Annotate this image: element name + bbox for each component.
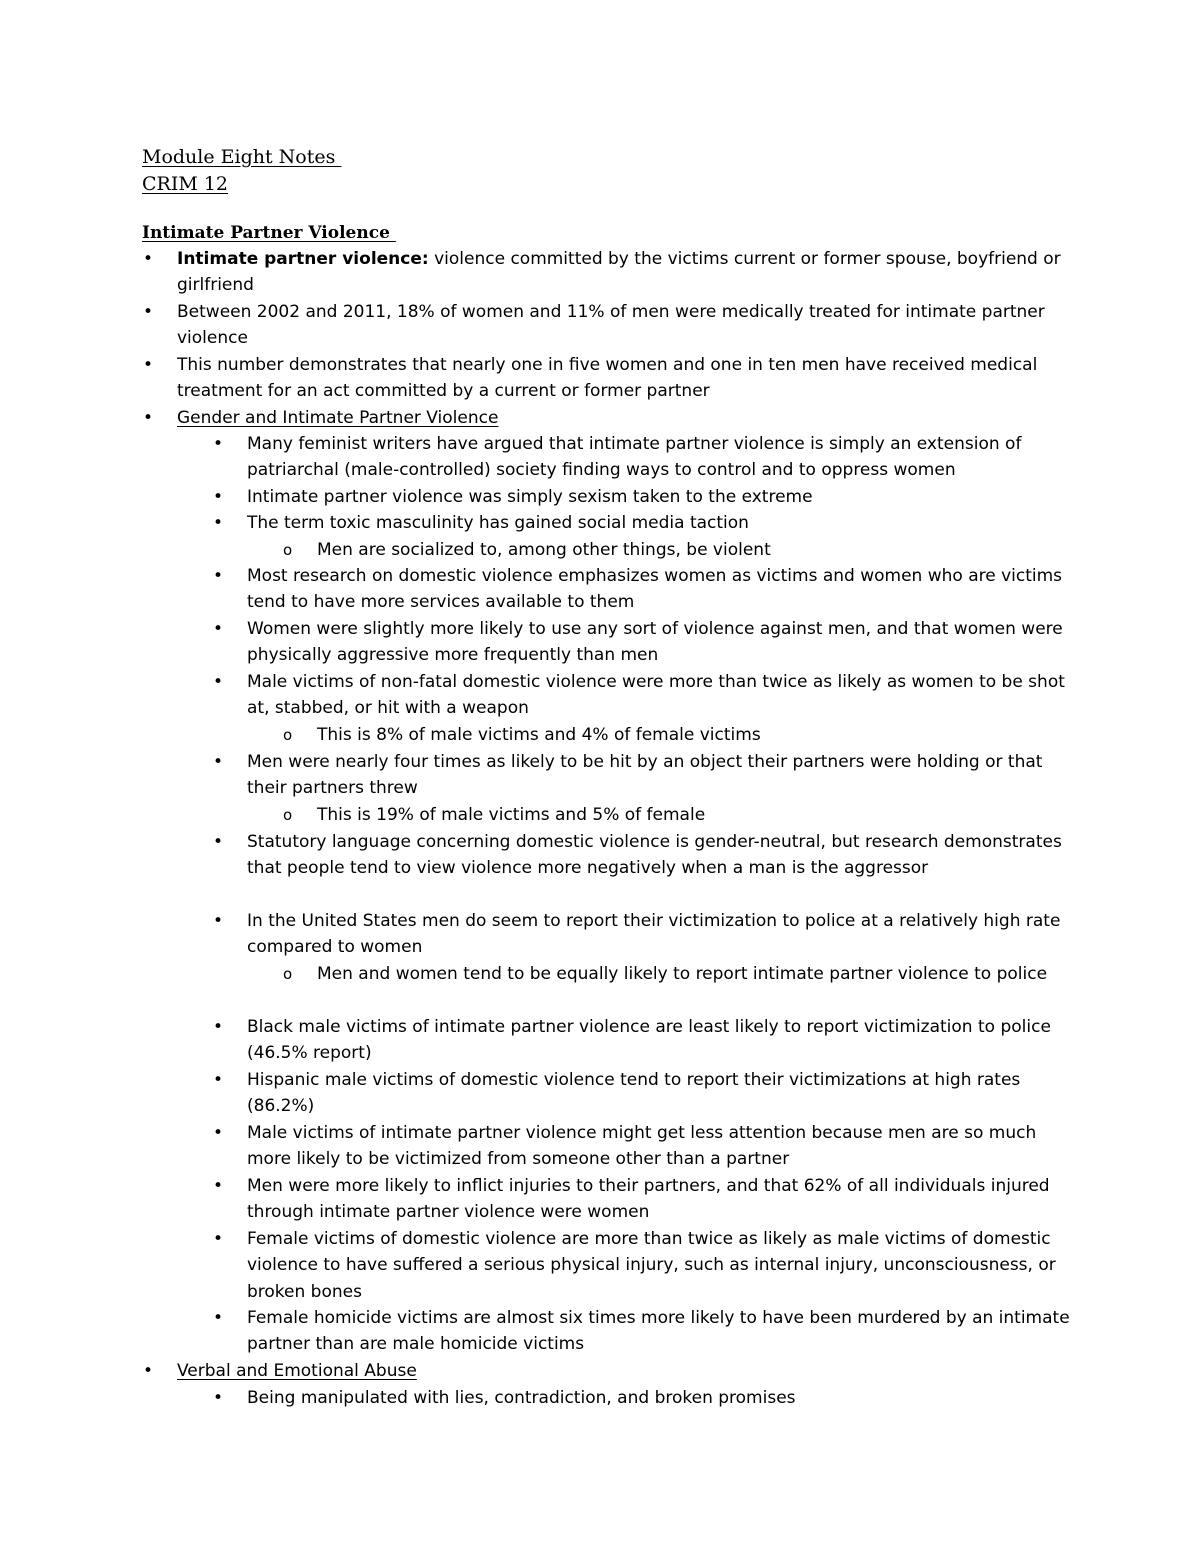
list-item-text: Black male victims of intimate partner violence are least likely to report victimization to police (46.5% report) xyxy=(247,1017,1051,1064)
bullet-icon: • xyxy=(213,911,224,931)
list-item-text: Men were nearly four times as likely to be hit by an object their partners were holding or that their partners threw xyxy=(247,752,1043,799)
document-title: Module Eight Notes xyxy=(142,146,342,168)
list-item xyxy=(213,616,1077,669)
list-item-text: Statutory language concerning domestic violence is gender-neutral, but research demonstrates that people tend to view violence more negatively when a man is the aggressor xyxy=(247,832,1062,879)
bullet-icon: • xyxy=(213,1123,224,1143)
list-item xyxy=(213,1305,1077,1358)
circle-bullet-icon: o xyxy=(283,965,293,983)
bullet-icon: • xyxy=(213,1388,224,1408)
bullet-icon: • xyxy=(143,249,154,269)
subheading-gender: Gender and Intimate Partner Violence xyxy=(177,408,499,428)
bullet-icon: • xyxy=(213,752,224,772)
circle-bullet-icon: o xyxy=(283,726,293,744)
bullet-icon: • xyxy=(213,487,224,507)
section-heading: Intimate Partner Violence xyxy=(142,223,396,243)
list-item xyxy=(213,908,1077,961)
bullet-icon: • xyxy=(213,513,224,533)
bullet-icon: • xyxy=(143,302,154,322)
sub-list-item xyxy=(283,537,1077,563)
list-item-text: Most research on domestic violence emphasizes women as victims and women who are victims tend to have more services available to them xyxy=(247,566,1063,613)
definition-text: violence committed by the victims current or former spouse, boyfriend or girlfriend xyxy=(177,249,1061,296)
list-item xyxy=(213,510,1077,536)
list-item-text: Hispanic male victims of domestic violence tend to report their victimizations at high rates (86.2%) xyxy=(247,1070,1021,1117)
list-item-text: Male victims of intimate partner violence might get less attention because men are so much more likely to be victimized from someone other than a partner xyxy=(247,1123,1037,1170)
list-item xyxy=(143,299,1077,352)
list-item-text: Female victims of domestic violence are more than twice as likely as male victims of domestic violence to have suffered a serious physical injury, such as internal injury, unconsciousness, or broken bones xyxy=(247,1229,1056,1302)
list-item-text: Female homicide victims are almost six times more likely to have been murdered by an intimate partner than are male homicide victims xyxy=(247,1308,1070,1355)
list-item-text: Being manipulated with lies, contradiction, and broken promises xyxy=(247,1388,796,1408)
list-item xyxy=(213,1067,1077,1120)
sub-list-item xyxy=(283,722,1077,748)
list-item-text: The term toxic masculinity has gained social media taction xyxy=(247,513,749,533)
list-item-text: This is 8% of male victims and 4% of female victims xyxy=(317,725,761,745)
bullet-icon: • xyxy=(143,1361,154,1381)
list-item xyxy=(143,1358,1077,1384)
bullet-icon: • xyxy=(213,566,224,586)
subheading-verbal-abuse: Verbal and Emotional Abuse xyxy=(177,1361,417,1381)
list-item-text: Male victims of non-fatal domestic violence were more than twice as likely as women to be shot at, stabbed, or hit with a weapon xyxy=(247,672,1065,719)
bullet-icon: • xyxy=(143,408,154,428)
list-item-text: Men and women tend to be equally likely to report intimate partner violence to police xyxy=(317,964,1048,984)
definition-term: Intimate partner violence: xyxy=(177,249,429,269)
bullet-icon: • xyxy=(143,355,154,375)
bullet-icon: • xyxy=(213,1017,224,1037)
bullet-icon: • xyxy=(213,619,224,639)
bullet-icon: • xyxy=(213,1229,224,1249)
bullet-icon: • xyxy=(213,1308,224,1328)
list-item xyxy=(213,1385,1077,1411)
bullet-icon: • xyxy=(213,1176,224,1196)
list-item-text: Women were slightly more likely to use any sort of violence against men, and that women were physically aggressive more frequently than men xyxy=(247,619,1063,666)
list-item xyxy=(143,352,1077,405)
list-item-text: Intimate partner violence was simply sexism taken to the extreme xyxy=(247,487,813,507)
list-item-text: Many feminist writers have argued that intimate partner violence is simply an extension of patriarchal (male-controlled) society finding ways to control and to oppress women xyxy=(247,434,1022,481)
list-item xyxy=(213,1014,1077,1067)
list-item xyxy=(143,246,1077,299)
list-item xyxy=(213,484,1077,510)
list-item xyxy=(143,405,1077,431)
course-code: CRIM 12 xyxy=(142,173,229,195)
sub-list-item xyxy=(283,802,1077,828)
list-item xyxy=(213,563,1077,616)
bullet-icon: • xyxy=(213,434,224,454)
bullet-icon: • xyxy=(213,1070,224,1090)
list-item xyxy=(213,669,1077,722)
bullet-icon: • xyxy=(213,832,224,852)
list-item-text: Men were more likely to inflict injuries to their partners, and that 62% of all individuals injured through intimate partner violence were women xyxy=(247,1176,1050,1223)
circle-bullet-icon: o xyxy=(283,541,293,559)
list-item xyxy=(213,749,1077,802)
list-item-text: This number demonstrates that nearly one in five women and one in ten men have received medical treatment for an act committed by a current or former partner xyxy=(177,355,1038,402)
list-item-text: Men are socialized to, among other things, be violent xyxy=(317,540,771,560)
list-item xyxy=(213,1120,1077,1173)
list-item-text: Between 2002 and 2011, 18% of women and 11% of men were medically treated for intimate partner violence xyxy=(177,302,1045,349)
list-item xyxy=(213,1226,1077,1305)
list-item-text: In the United States men do seem to report their victimization to police at a relatively high rate compared to women xyxy=(247,911,1061,958)
circle-bullet-icon: o xyxy=(283,806,293,824)
list-item-text: This is 19% of male victims and 5% of female xyxy=(317,805,706,825)
list-item xyxy=(213,1173,1077,1226)
list-item xyxy=(213,431,1077,484)
sub-list-item xyxy=(283,961,1077,987)
list-item xyxy=(213,829,1077,882)
bullet-icon: • xyxy=(213,672,224,692)
